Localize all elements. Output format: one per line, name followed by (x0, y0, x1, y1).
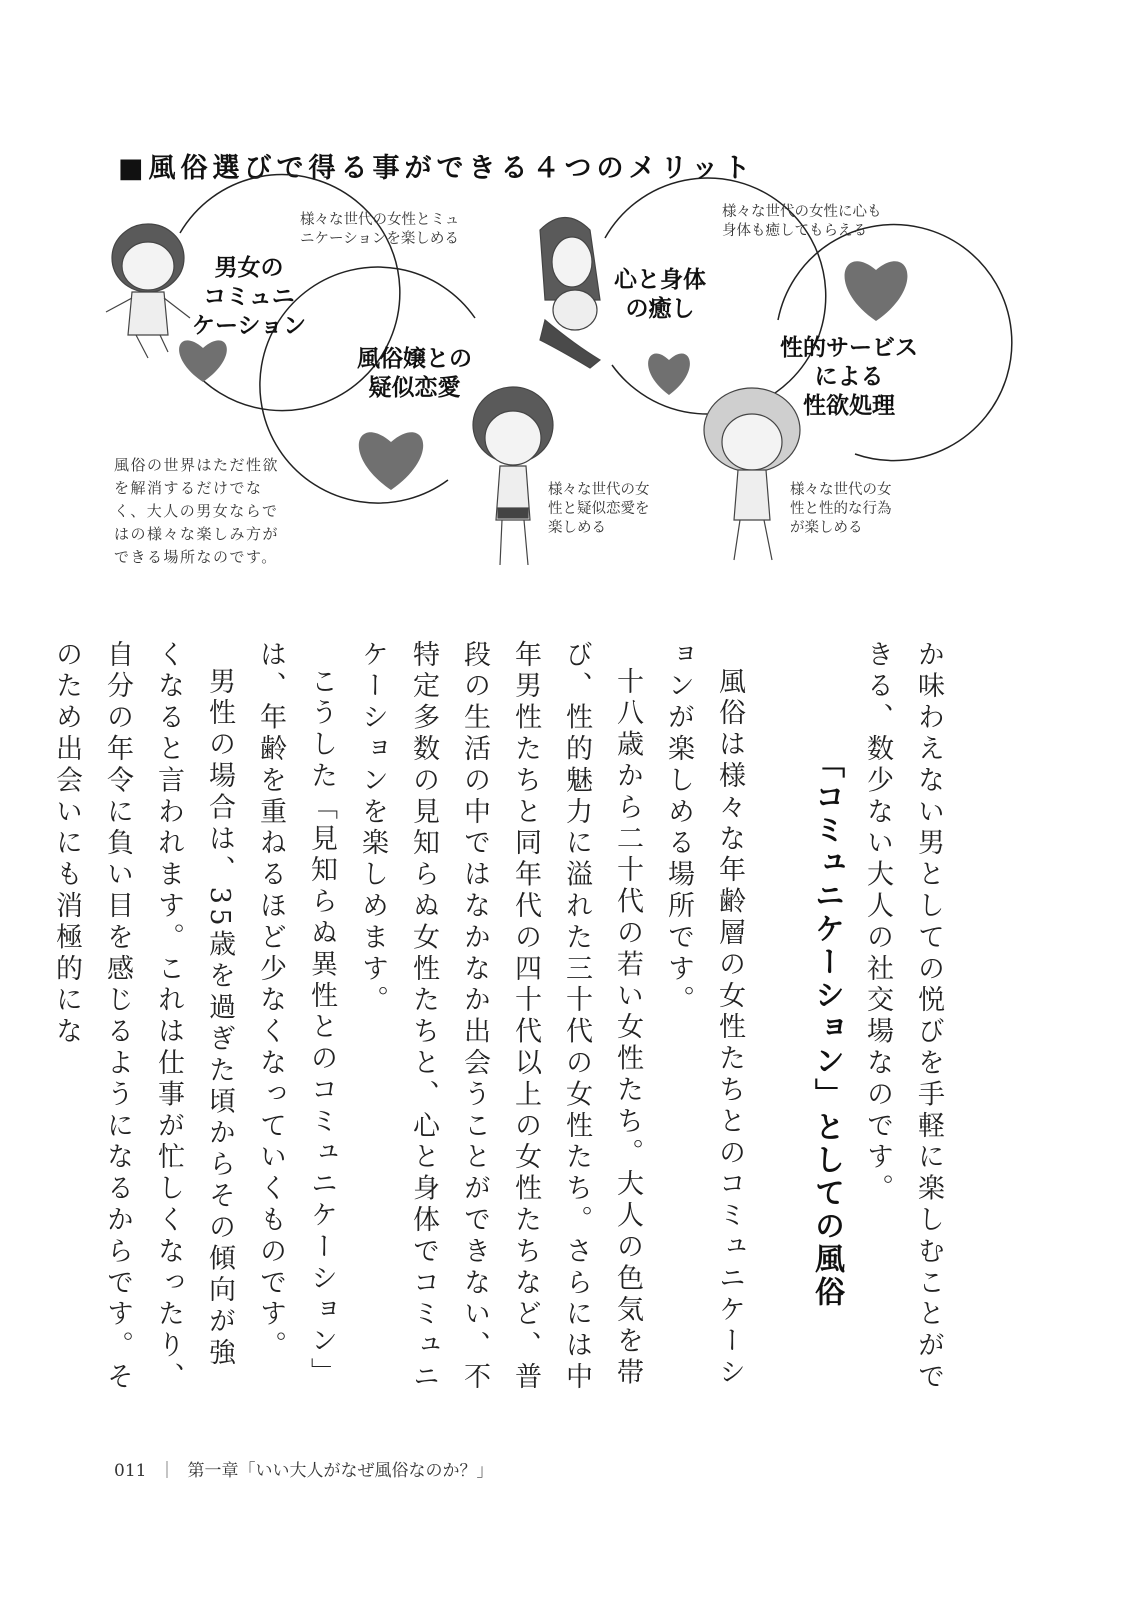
heart-icon (179, 340, 227, 382)
paragraph: こうした「見知らぬ異性とのコミュニケーション」は、年齢を重ねるほど少なくなっていくものです。 (255, 640, 337, 1390)
subheading: 「コミュニケーション」としての風俗 (809, 748, 844, 1309)
section-title: ■風俗選びで得る事ができる４つのメリット (118, 153, 756, 184)
footer-separator: ｜ (158, 1461, 176, 1481)
page-number: 011 (114, 1461, 147, 1481)
bubble-label-communication: 男女の コミュニ ケーション (192, 255, 307, 339)
character-illustration-boy (106, 224, 190, 358)
heart-icon (359, 432, 423, 490)
chapter-title: 第一章「いい大人がなぜ風俗なのか？」 (187, 1461, 494, 1481)
paragraph: 風俗は様々な年齢層の女性たちとのコミュニケーションが楽しめる場所です。 (663, 640, 745, 1390)
character-illustration-woman (540, 218, 600, 369)
bubble-caption-romance: 様々な世代の女 性と疑似恋愛を 楽しめる (548, 482, 650, 536)
infographic-intro-note: 風俗の世界はただ性欲 を解消するだけでな く、大人の男女ならで はの様々な楽しみ方が できる場所なのです。 (114, 456, 280, 566)
bubble-label-romance: 風俗嬢との 疑似恋愛 (357, 346, 472, 401)
bubble-caption-communication: 様々な世代の女性とミュ ニケーションを楽しめる (300, 212, 460, 247)
bubble-caption-healing: 様々な世代の女性に心も 身体も癒してもらえる (722, 204, 882, 239)
heart-icon (845, 261, 908, 321)
paragraph: 十八歳から二十代の若い女性たち。大人の色気を帯び、性的魅力に溢れた三十代の女性たち。さらには中年男性たちと同年代の四十代以上の女性たちなど、普段の生活の中ではなかなか出会うことができない、不特定多数の見知らぬ女性たちと、心と身体でコミュニケーションを楽しめます。 (357, 640, 643, 1394)
heart-icon (648, 353, 690, 395)
bubble-label-healing: 心と身体 の癒し (614, 267, 706, 322)
bubble-caption-sexual-service: 様々な世代の女 性と性的な行為 が楽しめる (790, 482, 892, 536)
bubble-label-sexual-service: 性的サービス による 性欲処理 (780, 335, 918, 419)
body-text (51, 640, 954, 1400)
paragraph: 男性の場合は、35歳を過ぎた頃からその傾向が強くなると言われます。これは仕事が忙しくなったり、自分の年令に負い目を感じるようになるからです。そのため出会いにも消極的にな (51, 640, 235, 1394)
page-footer (114, 1456, 493, 1481)
infographic (0, 0, 1128, 600)
character-illustration-girl (473, 387, 553, 565)
lead-paragraph: か味わえない男としての悦びを手軽に楽しむことができる、数少ない大人の社交場なのです。 (862, 640, 944, 1394)
